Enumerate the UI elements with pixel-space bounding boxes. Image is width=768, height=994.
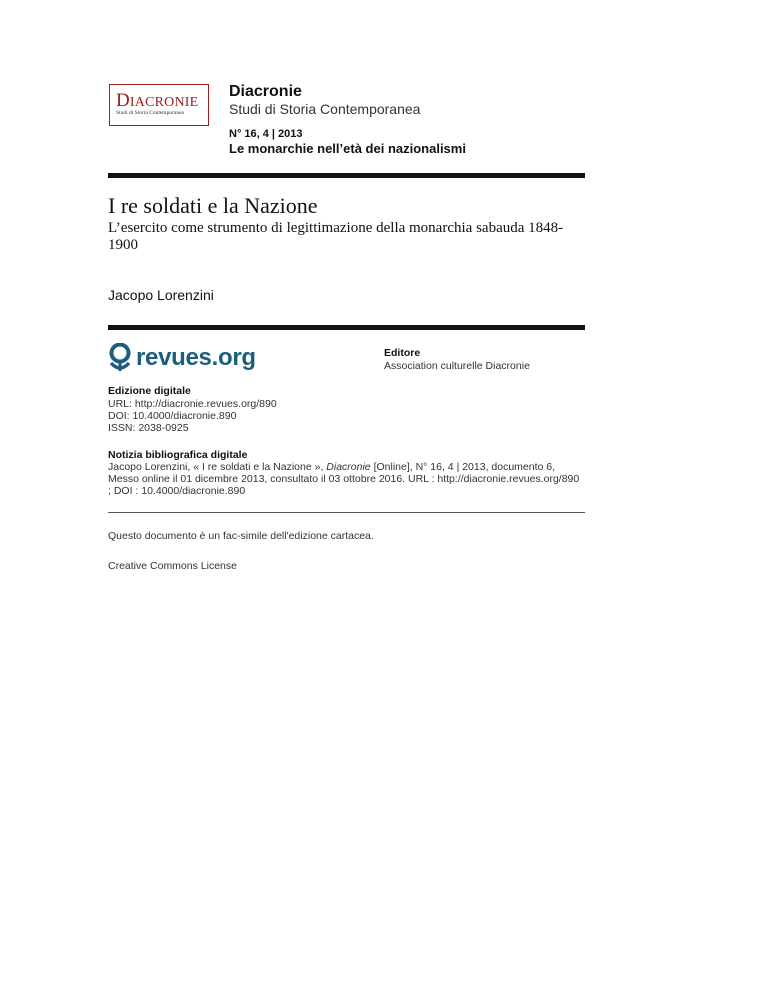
mid-divider bbox=[108, 325, 585, 330]
journal-subtitle: Studi di Storia Contemporanea bbox=[229, 101, 421, 117]
digital-edition-issn: ISSN: 2038-0925 bbox=[108, 422, 189, 434]
citation-text: Jacopo Lorenzini, « I re soldati e la Nazione », Diacronie [Online], N° 16, 4 | 2013, documento 6, Messo online il 01 dicembre 2013, consultato il 03 ottobre 2016. URL : http://diacronie.revues.org/890 ; DOI : 10.4000/diacronie.890 bbox=[108, 461, 580, 497]
digital-edition-doi[interactable]: DOI: 10.4000/diacronie.890 bbox=[108, 410, 237, 422]
revues-wordmark: revues.org bbox=[136, 344, 256, 371]
digital-edition-label: Edizione digitale bbox=[108, 385, 191, 397]
digital-edition-url[interactable]: URL: http://diacronie.revues.org/890 bbox=[108, 398, 277, 410]
journal-logo-wordmark: DIACRONIE bbox=[116, 90, 199, 111]
citation-label: Notizia bibliografica digitale bbox=[108, 449, 248, 461]
footer-divider bbox=[108, 512, 585, 513]
digital-edition-details bbox=[108, 398, 277, 434]
revues-logo[interactable] bbox=[108, 343, 256, 373]
editor-label: Editore bbox=[384, 347, 421, 359]
citation-journal-name: Diacronie bbox=[326, 461, 371, 473]
editor-value: Association culturelle Diacronie bbox=[384, 360, 530, 372]
facsimile-note: Questo documento è un fac-simile dell'edizione cartacea. bbox=[108, 530, 374, 542]
article-author: Jacopo Lorenzini bbox=[108, 287, 214, 303]
article-subtitle: L’esercito come strumento di legittimazione della monarchia sabauda 1848-1900 bbox=[108, 220, 564, 253]
issue-number: N° 16, 4 | 2013 bbox=[229, 128, 303, 140]
journal-title: Diacronie bbox=[229, 83, 302, 100]
issue-title: Le monarchie nell’età dei nazionalismi bbox=[229, 141, 466, 156]
article-title: I re soldati e la Nazione bbox=[108, 193, 318, 218]
top-divider bbox=[108, 173, 585, 178]
revues-flower-icon bbox=[108, 343, 132, 373]
journal-logo bbox=[109, 84, 209, 126]
journal-logo-subtitle: Studi di Storia Contemporanea bbox=[116, 110, 184, 116]
license-link[interactable]: Creative Commons License bbox=[108, 560, 237, 572]
